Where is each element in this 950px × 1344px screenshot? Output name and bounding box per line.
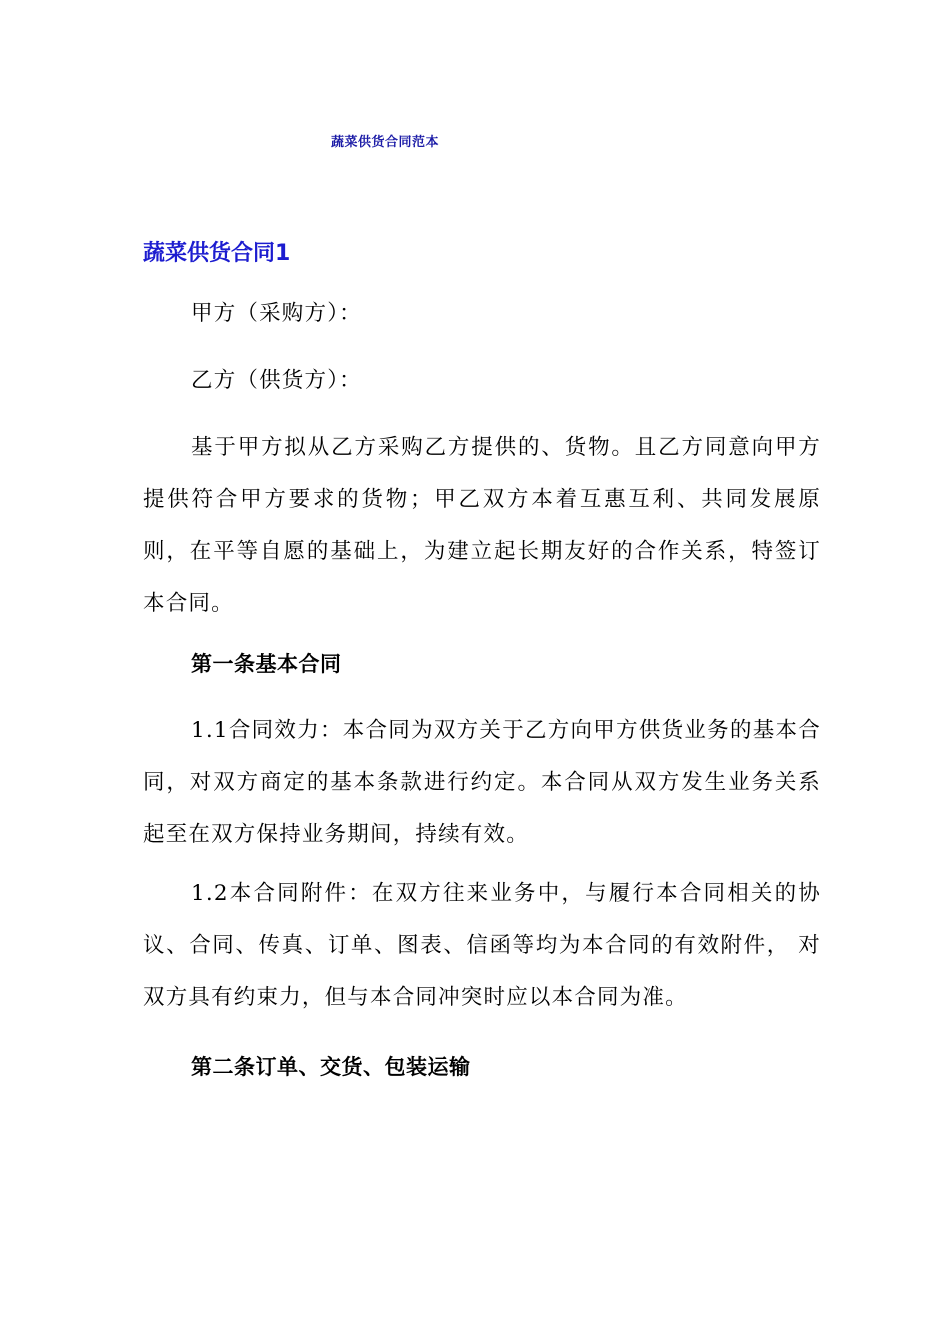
clause-1-2-paragraph: 1.2本合同附件：在双方往来业务中，与履行本合同相关的协议、合同、传真、订单、图表、信函等均为本合同的有效附件， 对双方具有约束力，但与本合同冲突时应以本合同为准。: [143, 881, 821, 1010]
intro-paragraph: 基于甲方拟从乙方采购乙方提供的、货物。且乙方同意向甲方提供符合甲方要求的货物；甲乙双方本着互惠互利、共同发展原则，在平等自愿的基础上，为建立起长期友好的合作关系，特签订本合同。: [143, 435, 821, 616]
party-b-line: 乙方（供货方）：: [191, 368, 362, 393]
header-title: 蔬菜供货合同范本: [331, 135, 440, 150]
party-a-line: 甲方（采购方）：: [191, 301, 362, 326]
clause-1-1-paragraph: 1.1合同效力：本合同为双方关于乙方向甲方供货业务的基本合同，对双方商定的基本条款进行约定。本合同从双方发生业务关系起至在双方保持业务期间，持续有效。: [143, 718, 821, 847]
document-title: 蔬菜供货合同1: [143, 241, 291, 266]
article-2-heading: 第二条订单、交货、包装运输: [191, 1055, 471, 1079]
article-1-heading: 第一条基本合同: [191, 652, 342, 676]
